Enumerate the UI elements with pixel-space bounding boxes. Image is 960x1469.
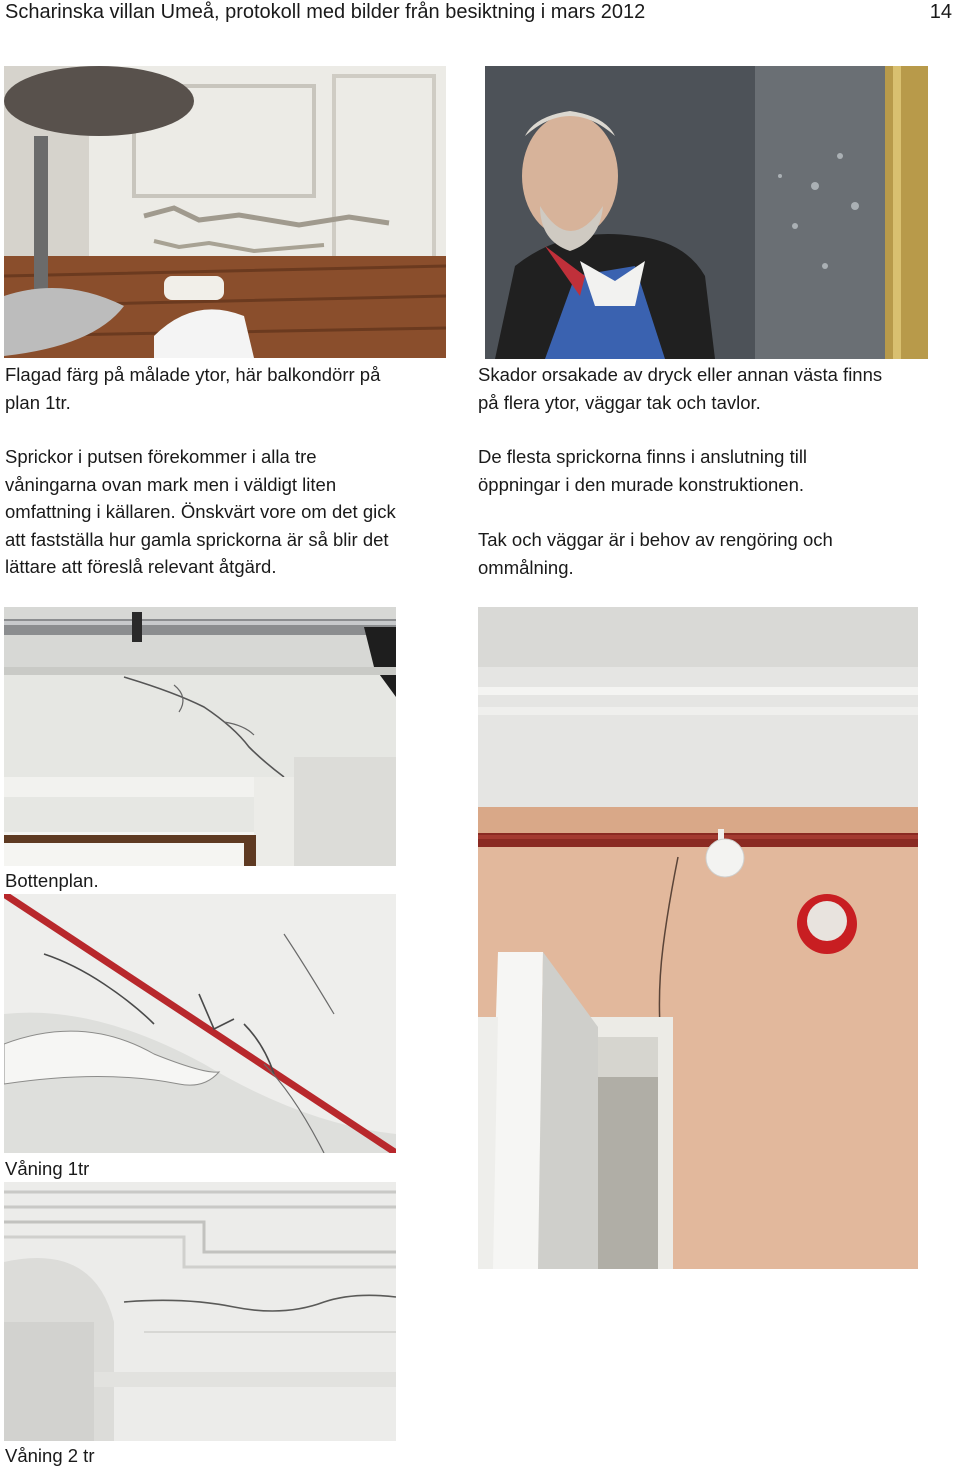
caption-bottom-floor: Bottenplan. bbox=[5, 870, 99, 891]
caption-floor-2: Våning 2 tr bbox=[5, 1445, 95, 1466]
photo-wall-crack-door bbox=[478, 607, 918, 1269]
photo-crack-floor-2 bbox=[4, 1182, 396, 1441]
paragraph-cracks-openings: De flesta sprickorna finns i anslutning till öppningar i den murade konstruktionen. bbox=[478, 446, 808, 495]
caption-peeling-paint: Flagad färg på målade ytor, här balkondörr på plan 1tr. bbox=[5, 364, 381, 413]
caption-drink-damage: Skador orsakade av dryck eller annan västa finns på flera ytor, väggar tak och tavlor. bbox=[478, 364, 883, 413]
photo-crack-bottom-floor bbox=[4, 607, 396, 866]
caption-floor-1: Våning 1tr bbox=[5, 1158, 90, 1179]
paragraph-plaster-cracks: Sprickor i putsen förekommer i alla tre våningarna ovan mark men i väldigt liten omfattning i källaren. Önskvärt vore om det gick att fastställa hur gamla sprickorna är så blir det lättare att föreslå relevant åtgärd. bbox=[5, 446, 396, 577]
document-header-title: Scharinska villan Umeå, protokoll med bilder från besiktning i mars 2012 bbox=[5, 1, 646, 23]
photo-crack-floor-1 bbox=[4, 894, 396, 1153]
paragraph-cleaning-repaint: Tak och väggar är i behov av rengöring och ommålning. bbox=[478, 529, 833, 578]
photo-peeling-door bbox=[4, 66, 446, 358]
page-number: 14 bbox=[929, 1, 952, 23]
photo-portrait-painting bbox=[485, 66, 928, 359]
